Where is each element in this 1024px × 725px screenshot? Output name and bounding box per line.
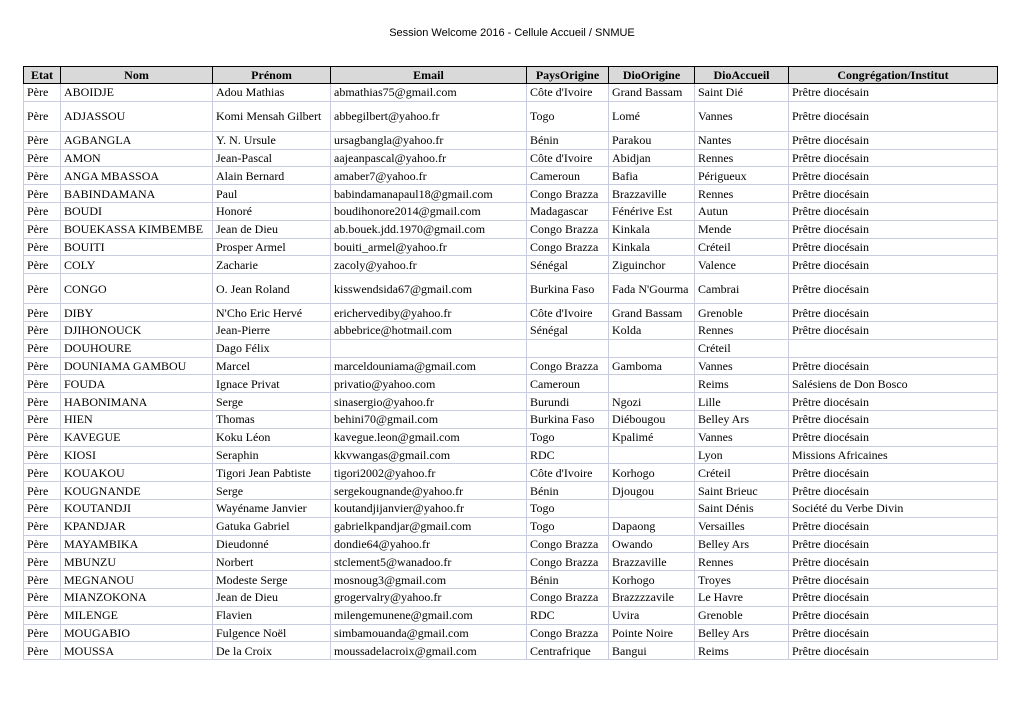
cell-etat: Père <box>24 274 61 304</box>
cell-dio-origine: Ngozi <box>609 393 695 411</box>
cell-nom: BOUDI <box>61 202 213 220</box>
cell-prenom: Honoré <box>213 202 331 220</box>
cell-prenom: Zacharie <box>213 256 331 274</box>
cell-etat: Père <box>24 571 61 589</box>
cell-dio-origine: Ziguinchor <box>609 256 695 274</box>
cell-dio-accueil: Saint Dié <box>695 84 789 102</box>
cell-dio-origine: Pointe Noire <box>609 624 695 642</box>
cell-etat: Père <box>24 202 61 220</box>
table-row[interactable] <box>24 357 998 375</box>
cell-dio-origine: Brazzaville <box>609 185 695 203</box>
cell-pays-origine: RDC <box>527 606 609 624</box>
cell-prenom: Serge <box>213 393 331 411</box>
cell-dio-accueil: Mende <box>695 220 789 238</box>
cell-email: grogervalry@yahoo.fr <box>331 588 527 606</box>
cell-prenom: N'Cho Eric Hervé <box>213 304 331 322</box>
table-header-row <box>24 67 998 84</box>
cell-pays-origine: Congo Brazza <box>527 185 609 203</box>
cell-nom: HABONIMANA <box>61 393 213 411</box>
table-row[interactable] <box>24 482 998 500</box>
cell-etat: Père <box>24 101 61 131</box>
cell-dio-origine <box>609 339 695 357</box>
cell-dio-origine: Brazzzzavile <box>609 588 695 606</box>
cell-congregation: Prêtre diocésain <box>789 482 998 500</box>
cell-nom: AMON <box>61 149 213 167</box>
cell-dio-accueil: Saint Dénis <box>695 499 789 517</box>
cell-nom: KOUTANDJI <box>61 499 213 517</box>
cell-nom: KAVEGUE <box>61 428 213 446</box>
cell-nom: DJIHONOUCK <box>61 321 213 339</box>
cell-dio-origine: Djougou <box>609 482 695 500</box>
cell-congregation: Prêtre diocésain <box>789 101 998 131</box>
cell-etat: Père <box>24 482 61 500</box>
cell-pays-origine: Togo <box>527 499 609 517</box>
cell-congregation: Salésiens de Don Bosco <box>789 375 998 393</box>
cell-prenom: Prosper Armel <box>213 238 331 256</box>
cell-prenom: Ignace Privat <box>213 375 331 393</box>
cell-email: gabrielkpandjar@gmail.com <box>331 517 527 535</box>
cell-dio-accueil: Cambrai <box>695 274 789 304</box>
cell-dio-accueil: Lille <box>695 393 789 411</box>
cell-email: kavegue.leon@gmail.com <box>331 428 527 446</box>
column-header-dio-accueil[interactable]: DioAccueil <box>695 67 789 84</box>
cell-dio-origine: Grand Bassam <box>609 84 695 102</box>
cell-nom: DOUNIAMA GAMBOU <box>61 357 213 375</box>
cell-dio-accueil: Belley Ars <box>695 535 789 553</box>
cell-email: mosnoug3@gmail.com <box>331 571 527 589</box>
table-body <box>24 84 998 660</box>
cell-pays-origine: RDC <box>527 446 609 464</box>
cell-pays-origine: Congo Brazza <box>527 553 609 571</box>
cell-dio-origine: Kolda <box>609 321 695 339</box>
cell-dio-origine: Kpalimé <box>609 428 695 446</box>
participants-table <box>23 66 998 660</box>
cell-dio-accueil: Le Havre <box>695 588 789 606</box>
cell-prenom: Seraphin <box>213 446 331 464</box>
cell-dio-origine: Dapaong <box>609 517 695 535</box>
cell-etat: Père <box>24 220 61 238</box>
table-row[interactable] <box>24 464 998 482</box>
cell-etat: Père <box>24 499 61 517</box>
cell-email: abbegilbert@yahoo.fr <box>331 101 527 131</box>
cell-dio-origine: Brazzaville <box>609 553 695 571</box>
cell-email: ursagbangla@yahoo.fr <box>331 131 527 149</box>
cell-congregation: Prêtre diocésain <box>789 256 998 274</box>
cell-nom: MBUNZU <box>61 553 213 571</box>
cell-pays-origine: Cameroun <box>527 375 609 393</box>
cell-congregation: Prêtre diocésain <box>789 428 998 446</box>
cell-email: tigori2002@yahoo.fr <box>331 464 527 482</box>
table-row[interactable] <box>24 149 998 167</box>
cell-prenom: Marcel <box>213 357 331 375</box>
cell-congregation: Prêtre diocésain <box>789 571 998 589</box>
cell-etat: Père <box>24 131 61 149</box>
cell-dio-accueil: Créteil <box>695 339 789 357</box>
cell-congregation: Prêtre diocésain <box>789 238 998 256</box>
cell-etat: Père <box>24 304 61 322</box>
cell-email: ab.bouek.jdd.1970@gmail.com <box>331 220 527 238</box>
cell-congregation: Prêtre diocésain <box>789 606 998 624</box>
cell-dio-origine: Fénérive Est <box>609 202 695 220</box>
cell-congregation: Prêtre diocésain <box>789 624 998 642</box>
table-row[interactable] <box>24 202 998 220</box>
cell-etat: Père <box>24 393 61 411</box>
cell-congregation: Prêtre diocésain <box>789 517 998 535</box>
cell-dio-origine: Bangui <box>609 642 695 660</box>
cell-dio-accueil: Vannes <box>695 428 789 446</box>
page-title: Session Welcome 2016 - Cellule Accueil / SNMUE <box>389 27 635 39</box>
column-header-email[interactable]: Email <box>331 67 527 84</box>
cell-prenom: Jean-Pascal <box>213 149 331 167</box>
cell-dio-origine: Abidjan <box>609 149 695 167</box>
cell-congregation: Prêtre diocésain <box>789 410 998 428</box>
column-header-congregation[interactable]: Congrégation/Institut <box>789 67 998 84</box>
cell-email: privatio@yahoo.com <box>331 375 527 393</box>
table-row[interactable] <box>24 553 998 571</box>
cell-prenom: Tigori Jean Pabtiste <box>213 464 331 482</box>
cell-dio-accueil: Périgueux <box>695 167 789 185</box>
table-row[interactable] <box>24 375 998 393</box>
table-row[interactable] <box>24 642 998 660</box>
cell-email: milengemunene@gmail.com <box>331 606 527 624</box>
cell-congregation: Missions Africaines <box>789 446 998 464</box>
cell-pays-origine: Côte d'Ivoire <box>527 464 609 482</box>
cell-pays-origine: Sénégal <box>527 256 609 274</box>
cell-congregation: Prêtre diocésain <box>789 274 998 304</box>
cell-congregation: Prêtre diocésain <box>789 185 998 203</box>
cell-nom: BOUEKASSA KIMBEMBE <box>61 220 213 238</box>
cell-prenom: Jean-Pierre <box>213 321 331 339</box>
cell-prenom: Dago Félix <box>213 339 331 357</box>
cell-prenom: Gatuka Gabriel <box>213 517 331 535</box>
cell-email: aajeanpascal@yahoo.fr <box>331 149 527 167</box>
cell-prenom: Thomas <box>213 410 331 428</box>
cell-prenom: Jean de Dieu <box>213 588 331 606</box>
cell-pays-origine: Burundi <box>527 393 609 411</box>
cell-pays-origine: Congo Brazza <box>527 588 609 606</box>
cell-dio-accueil: Saint Brieuc <box>695 482 789 500</box>
cell-nom: MOUSSA <box>61 642 213 660</box>
cell-email: sinasergio@yahoo.fr <box>331 393 527 411</box>
cell-email: sergekougnande@yahoo.fr <box>331 482 527 500</box>
cell-dio-origine: Diébougou <box>609 410 695 428</box>
cell-prenom: Dieudonné <box>213 535 331 553</box>
cell-dio-accueil: Versailles <box>695 517 789 535</box>
table-row[interactable] <box>24 499 998 517</box>
cell-dio-origine: Bafia <box>609 167 695 185</box>
cell-dio-accueil: Valence <box>695 256 789 274</box>
cell-congregation: Prêtre diocésain <box>789 357 998 375</box>
cell-prenom: Komi Mensah Gilbert <box>213 101 331 131</box>
cell-nom: FOUDA <box>61 375 213 393</box>
cell-etat: Père <box>24 167 61 185</box>
table-row[interactable] <box>24 517 998 535</box>
cell-dio-accueil: Nantes <box>695 131 789 149</box>
cell-etat: Père <box>24 339 61 357</box>
cell-congregation: Prêtre diocésain <box>789 393 998 411</box>
cell-nom: BABINDAMANA <box>61 185 213 203</box>
cell-nom: MIANZOKONA <box>61 588 213 606</box>
cell-prenom: Wayéname Janvier <box>213 499 331 517</box>
cell-email: behini70@gmail.com <box>331 410 527 428</box>
cell-nom: COLY <box>61 256 213 274</box>
cell-dio-accueil: Rennes <box>695 149 789 167</box>
cell-congregation: Prêtre diocésain <box>789 167 998 185</box>
cell-congregation: Prêtre diocésain <box>789 588 998 606</box>
table-row[interactable] <box>24 588 998 606</box>
cell-nom: ANGA MBASSOA <box>61 167 213 185</box>
cell-dio-origine <box>609 446 695 464</box>
table-row[interactable] <box>24 321 998 339</box>
cell-dio-accueil: Créteil <box>695 238 789 256</box>
cell-pays-origine: Bénin <box>527 131 609 149</box>
cell-dio-accueil: Belley Ars <box>695 624 789 642</box>
cell-pays-origine: Togo <box>527 517 609 535</box>
cell-congregation: Prêtre diocésain <box>789 149 998 167</box>
cell-pays-origine: Congo Brazza <box>527 624 609 642</box>
cell-pays-origine: Congo Brazza <box>527 535 609 553</box>
cell-congregation: Prêtre diocésain <box>789 84 998 102</box>
column-header-etat[interactable]: Etat <box>24 67 61 84</box>
cell-dio-origine: Gamboma <box>609 357 695 375</box>
cell-email <box>331 339 527 357</box>
cell-etat: Père <box>24 464 61 482</box>
table-row[interactable] <box>24 220 998 238</box>
cell-nom: AGBANGLA <box>61 131 213 149</box>
table-row[interactable] <box>24 304 998 322</box>
cell-dio-accueil: Lyon <box>695 446 789 464</box>
cell-nom: CONGO <box>61 274 213 304</box>
cell-pays-origine: Madagascar <box>527 202 609 220</box>
cell-nom: DIBY <box>61 304 213 322</box>
column-header-dio-origine[interactable]: DioOrigine <box>609 67 695 84</box>
cell-prenom: De la Croix <box>213 642 331 660</box>
cell-nom: MOUGABIO <box>61 624 213 642</box>
cell-nom: KIOSI <box>61 446 213 464</box>
table-row[interactable] <box>24 535 998 553</box>
cell-dio-origine: Grand Bassam <box>609 304 695 322</box>
cell-congregation: Prêtre diocésain <box>789 220 998 238</box>
cell-email: abmathias75@gmail.com <box>331 84 527 102</box>
cell-etat: Père <box>24 375 61 393</box>
cell-congregation: Société du Verbe Divin <box>789 499 998 517</box>
table-row[interactable] <box>24 446 998 464</box>
cell-dio-accueil: Vannes <box>695 357 789 375</box>
cell-etat: Père <box>24 535 61 553</box>
cell-congregation: Prêtre diocésain <box>789 131 998 149</box>
cell-pays-origine: Burkina Faso <box>527 410 609 428</box>
cell-etat: Père <box>24 446 61 464</box>
cell-prenom: Adou Mathias <box>213 84 331 102</box>
cell-email: koutandjijanvier@yahoo.fr <box>331 499 527 517</box>
cell-dio-accueil: Grenoble <box>695 606 789 624</box>
cell-dio-origine: Lomé <box>609 101 695 131</box>
cell-dio-accueil: Troyes <box>695 571 789 589</box>
cell-dio-origine <box>609 499 695 517</box>
cell-dio-accueil: Autun <box>695 202 789 220</box>
cell-congregation: Prêtre diocésain <box>789 464 998 482</box>
cell-dio-origine: Uvira <box>609 606 695 624</box>
cell-prenom: Y. N. Ursule <box>213 131 331 149</box>
cell-etat: Père <box>24 624 61 642</box>
cell-dio-origine <box>609 375 695 393</box>
table-row[interactable] <box>24 84 998 102</box>
table-row[interactable] <box>24 428 998 446</box>
cell-etat: Père <box>24 428 61 446</box>
cell-email: kkvwangas@gmail.com <box>331 446 527 464</box>
cell-prenom: Fulgence Noël <box>213 624 331 642</box>
column-header-prenom[interactable]: Prénom <box>213 67 331 84</box>
cell-pays-origine: Togo <box>527 428 609 446</box>
cell-etat: Père <box>24 553 61 571</box>
table-row[interactable] <box>24 167 998 185</box>
cell-etat: Père <box>24 642 61 660</box>
cell-prenom: Serge <box>213 482 331 500</box>
cell-pays-origine <box>527 339 609 357</box>
cell-nom: KOUGNANDE <box>61 482 213 500</box>
cell-dio-accueil: Belley Ars <box>695 410 789 428</box>
cell-pays-origine: Congo Brazza <box>527 238 609 256</box>
cell-email: babindamanapaul18@gmail.com <box>331 185 527 203</box>
cell-email: dondie64@yahoo.fr <box>331 535 527 553</box>
cell-prenom: Alain Bernard <box>213 167 331 185</box>
cell-prenom: Jean de Dieu <box>213 220 331 238</box>
table-row[interactable] <box>24 238 998 256</box>
cell-email: abbebrice@hotmail.com <box>331 321 527 339</box>
cell-nom: HIEN <box>61 410 213 428</box>
cell-congregation: Prêtre diocésain <box>789 321 998 339</box>
cell-congregation: Prêtre diocésain <box>789 535 998 553</box>
table-row[interactable] <box>24 256 998 274</box>
cell-etat: Père <box>24 517 61 535</box>
cell-congregation <box>789 339 998 357</box>
cell-dio-accueil: Rennes <box>695 553 789 571</box>
cell-pays-origine: Centrafrique <box>527 642 609 660</box>
cell-dio-accueil: Reims <box>695 375 789 393</box>
table-row[interactable] <box>24 624 998 642</box>
cell-dio-accueil: Rennes <box>695 185 789 203</box>
table-row[interactable] <box>24 101 998 131</box>
cell-prenom: Koku Léon <box>213 428 331 446</box>
cell-pays-origine: Congo Brazza <box>527 357 609 375</box>
cell-nom: ADJASSOU <box>61 101 213 131</box>
table-row[interactable] <box>24 410 998 428</box>
cell-email: simbamouanda@gmail.com <box>331 624 527 642</box>
table-row[interactable] <box>24 274 998 304</box>
cell-dio-accueil: Vannes <box>695 101 789 131</box>
cell-dio-origine: Korhogo <box>609 571 695 589</box>
cell-dio-accueil: Grenoble <box>695 304 789 322</box>
cell-pays-origine: Congo Brazza <box>527 220 609 238</box>
cell-email: zacoly@yahoo.fr <box>331 256 527 274</box>
cell-etat: Père <box>24 256 61 274</box>
cell-etat: Père <box>24 321 61 339</box>
cell-congregation: Prêtre diocésain <box>789 642 998 660</box>
table-row[interactable] <box>24 393 998 411</box>
cell-pays-origine: Bénin <box>527 482 609 500</box>
cell-nom: BOUITI <box>61 238 213 256</box>
table-row[interactable] <box>24 606 998 624</box>
cell-pays-origine: Côte d'Ivoire <box>527 84 609 102</box>
column-header-nom[interactable]: Nom <box>61 67 213 84</box>
cell-dio-origine: Kinkala <box>609 220 695 238</box>
cell-congregation: Prêtre diocésain <box>789 202 998 220</box>
cell-nom: MILENGE <box>61 606 213 624</box>
cell-etat: Père <box>24 606 61 624</box>
cell-prenom: Norbert <box>213 553 331 571</box>
cell-nom: KPANDJAR <box>61 517 213 535</box>
cell-nom: MAYAMBIKA <box>61 535 213 553</box>
cell-etat: Père <box>24 185 61 203</box>
table-row[interactable] <box>24 571 998 589</box>
cell-etat: Père <box>24 149 61 167</box>
cell-nom: DOUHOURE <box>61 339 213 357</box>
cell-congregation: Prêtre diocésain <box>789 304 998 322</box>
cell-etat: Père <box>24 84 61 102</box>
cell-dio-origine: Owando <box>609 535 695 553</box>
cell-dio-accueil: Créteil <box>695 464 789 482</box>
cell-dio-origine: Korhogo <box>609 464 695 482</box>
cell-etat: Père <box>24 357 61 375</box>
cell-email: boudihonore2014@gmail.com <box>331 202 527 220</box>
cell-email: bouiti_armel@yahoo.fr <box>331 238 527 256</box>
table-row[interactable] <box>24 339 998 357</box>
cell-email: marceldouniama@gmail.com <box>331 357 527 375</box>
cell-pays-origine: Togo <box>527 101 609 131</box>
cell-nom: KOUAKOU <box>61 464 213 482</box>
cell-prenom: Paul <box>213 185 331 203</box>
table-row[interactable] <box>24 131 998 149</box>
cell-dio-accueil: Reims <box>695 642 789 660</box>
cell-pays-origine: Sénégal <box>527 321 609 339</box>
cell-nom: MEGNANOU <box>61 571 213 589</box>
cell-email: kisswendsida67@gmail.com <box>331 274 527 304</box>
cell-email: stclement5@wanadoo.fr <box>331 553 527 571</box>
cell-dio-accueil: Rennes <box>695 321 789 339</box>
cell-etat: Père <box>24 238 61 256</box>
cell-prenom: Modeste Serge <box>213 571 331 589</box>
table-row[interactable] <box>24 185 998 203</box>
cell-dio-origine: Fada N'Gourma <box>609 274 695 304</box>
cell-nom: ABOIDJE <box>61 84 213 102</box>
column-header-pays-origine[interactable]: PaysOrigine <box>527 67 609 84</box>
cell-pays-origine: Bénin <box>527 571 609 589</box>
cell-pays-origine: Côte d'Ivoire <box>527 149 609 167</box>
cell-email: erichervediby@yahoo.fr <box>331 304 527 322</box>
cell-pays-origine: Burkina Faso <box>527 274 609 304</box>
cell-dio-origine: Parakou <box>609 131 695 149</box>
cell-dio-origine: Kinkala <box>609 238 695 256</box>
cell-prenom: O. Jean Roland <box>213 274 331 304</box>
cell-etat: Père <box>24 410 61 428</box>
cell-email: amaber7@yahoo.fr <box>331 167 527 185</box>
cell-pays-origine: Côte d'Ivoire <box>527 304 609 322</box>
cell-email: moussadelacroix@gmail.com <box>331 642 527 660</box>
cell-pays-origine: Cameroun <box>527 167 609 185</box>
cell-etat: Père <box>24 588 61 606</box>
cell-prenom: Flavien <box>213 606 331 624</box>
cell-congregation: Prêtre diocésain <box>789 553 998 571</box>
